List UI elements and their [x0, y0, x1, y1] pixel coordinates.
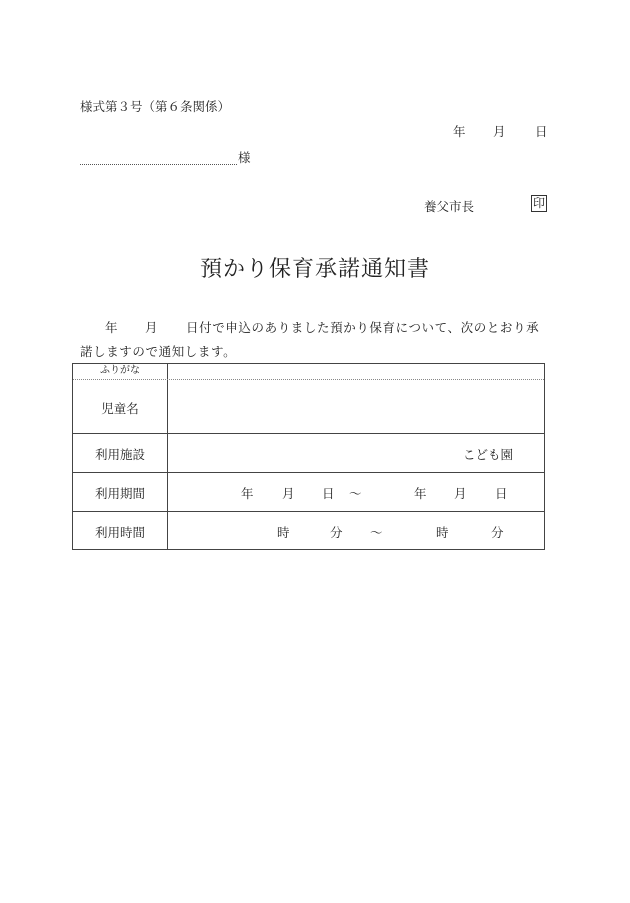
period-start-year: 年: [241, 486, 254, 501]
body-text: 日付で申込のありました預かり保育について、次のとおり承: [186, 320, 540, 335]
date-day: 日: [535, 124, 548, 139]
date-year: 年: [453, 124, 466, 139]
time-tilde: ～: [370, 525, 383, 540]
facility-value: こども園: [463, 447, 514, 462]
document-title: 預かり保育承諾通知書: [199, 257, 430, 282]
time-start-hour: 時: [277, 525, 290, 540]
child-name-field[interactable]: [169, 380, 544, 433]
period-label: 利用期間: [94, 486, 145, 501]
facility-label: 利用施設: [94, 447, 145, 462]
body-line-2: 諾しますので通知します。: [80, 344, 237, 359]
row-divider: [73, 472, 544, 473]
addressee-suffix: 様: [238, 150, 251, 165]
column-divider: [167, 364, 168, 549]
form-number: 様式第３号（第６条関係）: [80, 99, 231, 114]
time-start-minute: 分: [330, 525, 343, 540]
approval-table: [72, 363, 545, 550]
period-start-day: 日: [322, 486, 335, 501]
row-divider: [73, 433, 544, 434]
time-end-minute: 分: [491, 525, 504, 540]
time-label: 利用時間: [94, 525, 145, 540]
period-tilde: ～: [349, 486, 362, 501]
row-divider: [73, 511, 544, 512]
body-year: 年: [105, 320, 119, 335]
furigana-field[interactable]: [169, 364, 544, 379]
period-end-day: 日: [495, 486, 508, 501]
child-name-label: 児童名: [101, 401, 139, 416]
time-end-hour: 時: [436, 525, 449, 540]
period-end-year: 年: [414, 486, 427, 501]
period-end-month: 月: [454, 486, 467, 501]
seal-mark: 印: [533, 196, 546, 210]
addressee-blank[interactable]: [80, 164, 237, 165]
period-start-month: 月: [282, 486, 295, 501]
date-month: 月: [493, 124, 506, 139]
furigana-label: ふりがな: [100, 365, 140, 376]
issuer: 養父市長: [424, 199, 475, 214]
body-month: 月: [145, 320, 159, 335]
